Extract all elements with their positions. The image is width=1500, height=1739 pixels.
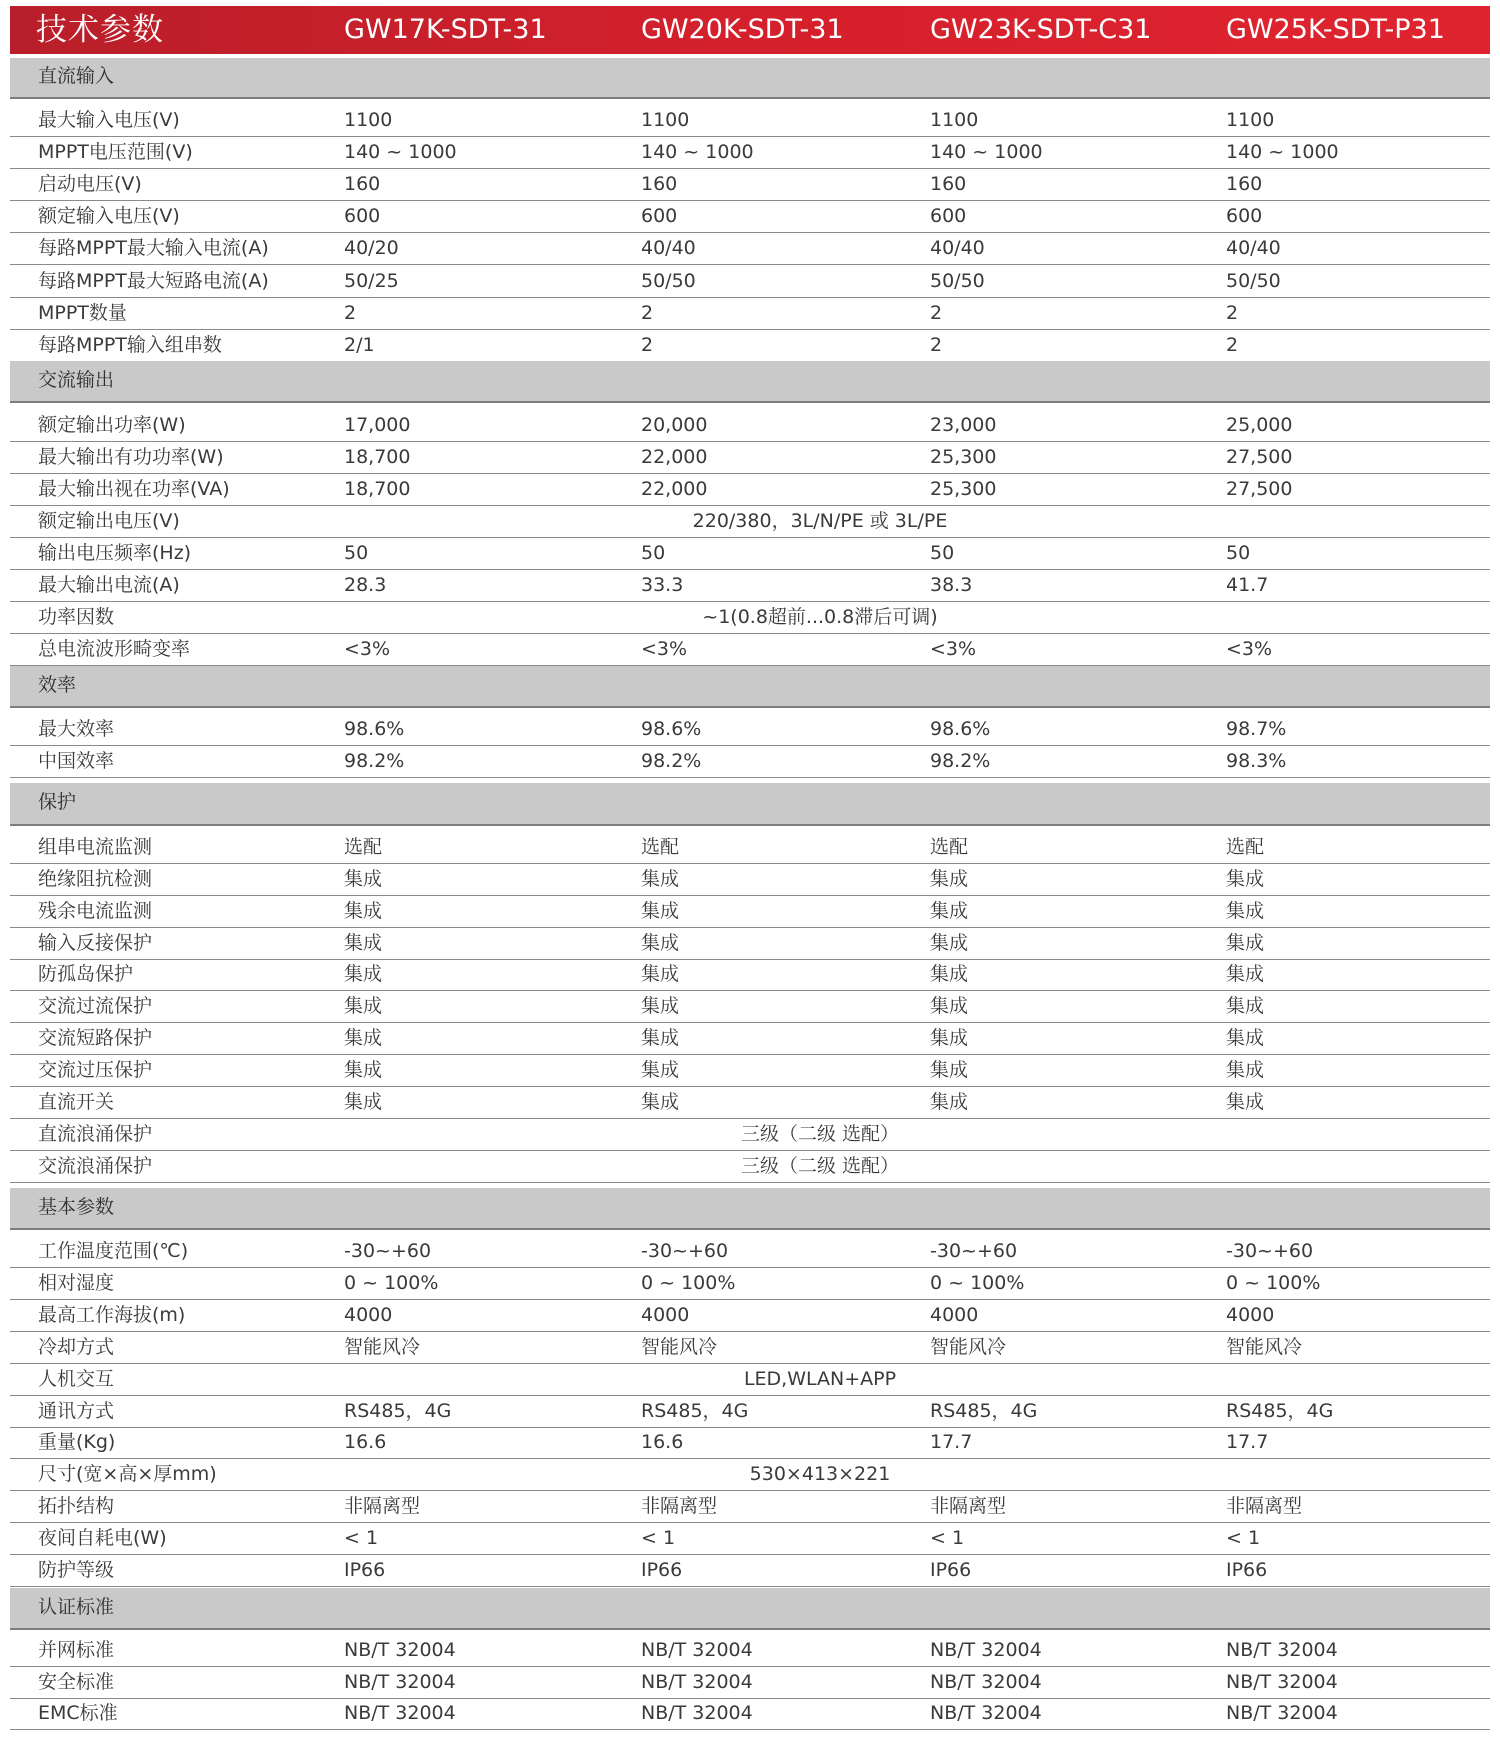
merged-value: 220/380，3L/N/PE 或 3L/PE	[692, 509, 948, 532]
row-value-model-2: 集成	[641, 995, 680, 1018]
table-row	[10, 1459, 1490, 1491]
row-value-model-3: 2	[930, 333, 943, 356]
row-value-model-1: 98.2%	[344, 749, 405, 772]
merged-value: LED,WLAN+APP	[743, 1367, 897, 1390]
row-value-model-3: 140 ~ 1000	[930, 141, 1043, 164]
row-value-model-4: 2	[1226, 333, 1239, 356]
row-value-model-4: 4000	[1226, 1303, 1275, 1326]
table-row	[10, 1268, 1490, 1300]
row-value-model-2: NB/T 32004	[641, 1670, 753, 1693]
row-label: 直流开关	[38, 1090, 115, 1113]
row-value-model-1: IP66	[344, 1559, 386, 1581]
row-value-model-2: 140 ~ 1000	[641, 141, 754, 164]
row-value-model-4: NB/T 32004	[1226, 1670, 1338, 1693]
row-value-model-1: 集成	[344, 1059, 383, 1081]
row-value-model-3: 4000	[930, 1303, 979, 1326]
table-row	[10, 506, 1490, 538]
table-row	[10, 1236, 1490, 1268]
row-value-model-4: NB/T 32004	[1226, 1702, 1338, 1724]
row-value-model-4: 27,500	[1226, 477, 1293, 500]
row-label: 每路MPPT输入组串数	[38, 333, 222, 356]
row-label: 通讯方式	[38, 1399, 115, 1422]
section-title: 基本参数	[38, 1196, 115, 1218]
table-row	[10, 298, 1490, 330]
table-row	[10, 1396, 1490, 1428]
model-column-4: GW25K-SDT-P31	[1226, 14, 1445, 45]
row-value-model-3: 选配	[930, 836, 969, 858]
section-title: 认证标准	[38, 1596, 115, 1618]
row-value-model-2: 集成	[641, 1059, 680, 1081]
table-row	[10, 602, 1490, 634]
row-value-model-1: 2	[344, 301, 357, 324]
row-value-model-1: 1100	[344, 109, 393, 131]
row-value-model-2: 智能风冷	[641, 1335, 718, 1358]
table-row	[10, 864, 1490, 896]
table-row	[10, 442, 1490, 474]
row-value-model-2: 集成	[641, 899, 680, 922]
row-value-model-1: 智能风冷	[344, 1335, 421, 1358]
row-value-model-3: 98.2%	[930, 749, 991, 772]
row-value-model-3: < 1	[930, 1527, 965, 1550]
row-label: 残余电流监测	[38, 899, 153, 922]
section-header	[10, 783, 1490, 826]
row-value-model-1: 17,000	[344, 414, 411, 436]
row-value-model-4: 25,000	[1226, 414, 1293, 436]
section-title: 直流输入	[38, 65, 115, 87]
model-column-1: GW17K-SDT-31	[344, 14, 547, 45]
row-value-model-2: 98.6%	[641, 718, 702, 740]
row-value-model-1: 160	[344, 173, 381, 196]
row-value-model-3: 集成	[930, 1090, 969, 1113]
row-value-model-4: 0 ~ 100%	[1226, 1271, 1321, 1294]
row-value-model-1: < 1	[344, 1527, 379, 1550]
row-value-model-2: 50	[641, 541, 666, 564]
row-value-model-3: RS485，4G	[930, 1399, 1038, 1422]
row-value-model-4: 选配	[1226, 836, 1265, 858]
row-value-model-2: 集成	[641, 963, 680, 986]
row-value-model-3: NB/T 32004	[930, 1639, 1042, 1661]
row-label: 绝缘阻抗检测	[38, 867, 153, 890]
row-value-model-1: 集成	[344, 963, 383, 986]
row-label: 输出电压频率(Hz)	[38, 541, 192, 564]
table-row	[10, 634, 1490, 666]
row-label: 交流过流保护	[38, 995, 153, 1018]
row-value-model-4: 98.3%	[1226, 749, 1287, 772]
table-row	[10, 410, 1490, 442]
row-value-model-1: 集成	[344, 899, 383, 922]
table-row	[10, 474, 1490, 506]
row-value-model-2: 22,000	[641, 477, 708, 500]
row-value-model-3: 40/40	[930, 237, 985, 260]
row-value-model-4: 50	[1226, 541, 1251, 564]
row-label: 总电流波形畸变率	[38, 637, 191, 660]
row-value-model-4: 集成	[1226, 1090, 1265, 1113]
table-row	[10, 1151, 1490, 1183]
row-value-model-4: 2	[1226, 301, 1239, 324]
row-value-model-1: NB/T 32004	[344, 1639, 456, 1661]
row-label: 拓扑结构	[38, 1495, 115, 1518]
row-value-model-2: 选配	[641, 836, 680, 858]
table-row	[10, 330, 1490, 362]
row-value-model-1: 2/1	[344, 333, 375, 356]
row-value-model-4: 集成	[1226, 1059, 1265, 1081]
table-row	[10, 1555, 1490, 1587]
table-row	[10, 1300, 1490, 1332]
row-value-model-3: <3%	[930, 637, 977, 660]
row-label: 输入反接保护	[38, 931, 153, 954]
row-value-model-3: 1100	[930, 109, 979, 131]
section-header	[10, 1188, 1490, 1230]
table-row	[10, 714, 1490, 746]
model-column-2: GW20K-SDT-31	[641, 14, 844, 45]
row-value-model-2: IP66	[641, 1559, 683, 1581]
row-value-model-4: <3%	[1226, 637, 1273, 660]
row-value-model-2: 4000	[641, 1303, 690, 1326]
row-label: 直流浪涌保护	[38, 1122, 153, 1145]
table-row	[10, 266, 1490, 298]
row-value-model-3: 集成	[930, 963, 969, 986]
row-value-model-3: 2	[930, 301, 943, 324]
row-value-model-4: 27,500	[1226, 445, 1293, 468]
row-value-model-3: 50	[930, 541, 955, 564]
row-value-model-4: RS485，4G	[1226, 1399, 1334, 1422]
row-value-model-2: 20,000	[641, 414, 708, 436]
table-row	[10, 105, 1490, 137]
table-row	[10, 896, 1490, 928]
row-value-model-1: -30~+60	[344, 1240, 432, 1262]
table-row	[10, 538, 1490, 570]
row-value-model-2: 40/40	[641, 237, 696, 260]
row-value-model-2: 1100	[641, 109, 690, 131]
row-value-model-2: 22,000	[641, 445, 708, 468]
row-value-model-3: 17.7	[930, 1431, 973, 1454]
table-row	[10, 832, 1490, 864]
table-row	[10, 1087, 1490, 1119]
row-value-model-3: NB/T 32004	[930, 1702, 1042, 1724]
section-header	[10, 58, 1490, 99]
row-value-model-1: 16.6	[344, 1431, 387, 1454]
row-value-model-2: RS485，4G	[641, 1399, 749, 1422]
row-value-model-3: 23,000	[930, 414, 997, 436]
row-value-model-4: 160	[1226, 173, 1263, 196]
table-row	[10, 1119, 1490, 1151]
row-value-model-4: 17.7	[1226, 1431, 1269, 1454]
row-value-model-3: 38.3	[930, 573, 973, 596]
row-value-model-1: NB/T 32004	[344, 1702, 456, 1724]
row-label: 相对湿度	[38, 1271, 115, 1294]
table-row	[10, 169, 1490, 201]
row-value-model-3: 0 ~ 100%	[930, 1271, 1025, 1294]
table-row	[10, 1635, 1490, 1667]
row-value-model-2: < 1	[641, 1527, 676, 1550]
row-value-model-4: 集成	[1226, 1027, 1265, 1050]
row-label: 额定输入电压(V)	[38, 205, 180, 228]
row-value-model-3: 50/50	[930, 269, 985, 292]
row-value-model-1: 集成	[344, 1090, 383, 1113]
row-label: 并网标准	[38, 1639, 115, 1661]
merged-value: 三级（二级 选配）	[740, 1154, 900, 1177]
merged-value: ~1(0.8超前...0.8滞后可调)	[702, 605, 938, 628]
row-value-model-1: 18,700	[344, 477, 411, 500]
table-row	[10, 1427, 1490, 1459]
row-label: 组串电流监测	[38, 836, 153, 858]
table-row	[10, 1667, 1490, 1699]
section-header	[10, 361, 1490, 403]
row-value-model-4: 集成	[1226, 867, 1265, 890]
row-label: 启动电压(V)	[38, 173, 142, 196]
row-value-model-2: 33.3	[641, 573, 684, 596]
row-value-model-1: 集成	[344, 995, 383, 1018]
row-value-model-3: 集成	[930, 931, 969, 954]
row-value-model-1: 0 ~ 100%	[344, 1271, 439, 1294]
row-label: 交流过压保护	[38, 1059, 153, 1081]
row-label: 冷却方式	[38, 1335, 115, 1358]
row-value-model-2: -30~+60	[641, 1240, 729, 1262]
table-row	[10, 746, 1490, 778]
row-value-model-3: 98.6%	[930, 718, 991, 740]
row-value-model-4: 集成	[1226, 995, 1265, 1018]
row-value-model-3: 集成	[930, 1027, 969, 1050]
row-value-model-3: 160	[930, 173, 967, 196]
row-value-model-4: 智能风冷	[1226, 1335, 1303, 1358]
row-value-model-2: 2	[641, 301, 654, 324]
row-value-model-3: 600	[930, 205, 967, 228]
row-value-model-3: 25,300	[930, 477, 997, 500]
row-label: 夜间自耗电(W)	[38, 1527, 167, 1550]
row-value-model-3: 智能风冷	[930, 1335, 1007, 1358]
row-value-model-4: 41.7	[1226, 573, 1269, 596]
table-row	[10, 233, 1490, 265]
row-label: 交流浪涌保护	[38, 1154, 153, 1177]
row-value-model-2: 50/50	[641, 269, 696, 292]
row-value-model-4: 集成	[1226, 931, 1265, 954]
row-value-model-4: NB/T 32004	[1226, 1639, 1338, 1661]
merged-value: 三级（二级 选配）	[740, 1122, 900, 1145]
table-row	[10, 570, 1490, 602]
row-value-model-2: NB/T 32004	[641, 1639, 753, 1661]
row-value-model-4: 集成	[1226, 963, 1265, 986]
row-label: 额定输出功率(W)	[38, 414, 186, 436]
row-value-model-3: 集成	[930, 995, 969, 1018]
row-value-model-1: 集成	[344, 1027, 383, 1050]
row-value-model-3: 25,300	[930, 445, 997, 468]
row-label: 人机交互	[38, 1367, 115, 1390]
row-value-model-4: 非隔离型	[1226, 1495, 1303, 1518]
row-label: 功率因数	[38, 605, 115, 628]
row-label: 安全标准	[38, 1670, 115, 1693]
row-value-model-2: 0 ~ 100%	[641, 1271, 736, 1294]
row-value-model-1: 98.6%	[344, 718, 405, 740]
table-row	[10, 928, 1490, 960]
row-label: 交流短路保护	[38, 1027, 153, 1050]
row-value-model-2: 98.2%	[641, 749, 702, 772]
table-row	[10, 1491, 1490, 1523]
row-value-model-1: 40/20	[344, 237, 399, 260]
table-header	[10, 6, 1490, 54]
row-value-model-2: <3%	[641, 637, 688, 660]
row-value-model-2: 集成	[641, 1090, 680, 1113]
row-label: MPPT数量	[38, 301, 127, 324]
row-value-model-3: 集成	[930, 899, 969, 922]
row-value-model-4: 600	[1226, 205, 1263, 228]
row-value-model-4: 集成	[1226, 899, 1265, 922]
row-value-model-2: NB/T 32004	[641, 1702, 753, 1724]
row-label: 最大输入电压(V)	[38, 109, 180, 131]
table-row	[10, 991, 1490, 1023]
row-value-model-1: 600	[344, 205, 381, 228]
row-value-model-1: 50/25	[344, 269, 399, 292]
row-value-model-1: 4000	[344, 1303, 393, 1326]
table-title: 技术参数	[36, 12, 164, 48]
row-label: 工作温度范围(℃)	[38, 1240, 189, 1262]
row-value-model-1: 集成	[344, 867, 383, 890]
row-label: 重量(Kg)	[38, 1431, 116, 1454]
row-value-model-4: 1100	[1226, 109, 1275, 131]
row-value-model-3: 集成	[930, 1059, 969, 1081]
row-value-model-2: 集成	[641, 1027, 680, 1050]
section-title: 效率	[38, 674, 77, 696]
row-label: 尺寸(宽×高×厚mm)	[38, 1463, 217, 1486]
row-value-model-1: RS485，4G	[344, 1399, 452, 1422]
row-value-model-1: 28.3	[344, 573, 387, 596]
table-row	[10, 1055, 1490, 1087]
row-label: 最大效率	[38, 718, 115, 740]
row-value-model-1: 18,700	[344, 445, 411, 468]
row-label: 额定输出电压(V)	[38, 509, 180, 532]
row-value-model-2: 非隔离型	[641, 1495, 718, 1518]
table-row	[10, 1364, 1490, 1396]
row-label: 最大输出电流(A)	[38, 573, 180, 596]
row-value-model-2: 集成	[641, 867, 680, 890]
row-label: 最高工作海拔(m)	[38, 1303, 186, 1326]
row-value-model-2: 160	[641, 173, 678, 196]
row-value-model-1: NB/T 32004	[344, 1670, 456, 1693]
table-row	[10, 1332, 1490, 1364]
row-value-model-4: -30~+60	[1226, 1240, 1314, 1262]
row-value-model-1: 集成	[344, 931, 383, 954]
row-value-model-4: IP66	[1226, 1559, 1268, 1581]
row-value-model-1: 140 ~ 1000	[344, 141, 457, 164]
row-value-model-4: 98.7%	[1226, 718, 1287, 740]
row-value-model-1: 50	[344, 541, 369, 564]
row-value-model-3: 集成	[930, 867, 969, 890]
model-column-3: GW23K-SDT-C31	[930, 14, 1152, 45]
row-value-model-1: 选配	[344, 836, 383, 858]
merged-value: 530×413×221	[749, 1463, 891, 1486]
section-header	[10, 666, 1490, 708]
section-header	[10, 1588, 1490, 1630]
row-label: 最大输出有功功率(W)	[38, 445, 224, 468]
row-value-model-3: NB/T 32004	[930, 1670, 1042, 1693]
row-value-model-2: 集成	[641, 931, 680, 954]
row-label: 每路MPPT最大输入电流(A)	[38, 237, 269, 260]
section-title: 交流输出	[38, 369, 115, 391]
row-value-model-3: 非隔离型	[930, 1495, 1007, 1518]
row-label: MPPT电压范围(V)	[38, 141, 193, 164]
row-label: 最大输出视在功率(VA)	[38, 477, 230, 500]
row-value-model-2: 600	[641, 205, 678, 228]
row-label: 防护等级	[38, 1559, 115, 1581]
row-value-model-4: 40/40	[1226, 237, 1281, 260]
row-value-model-4: 140 ~ 1000	[1226, 141, 1339, 164]
table-row	[10, 201, 1490, 233]
row-value-model-3: IP66	[930, 1559, 972, 1581]
row-label: 每路MPPT最大短路电流(A)	[38, 269, 269, 292]
row-label: EMC标准	[38, 1702, 118, 1724]
table-row	[10, 1698, 1490, 1730]
row-value-model-1: 非隔离型	[344, 1495, 421, 1518]
section-title: 保护	[38, 791, 77, 813]
row-label: 防孤岛保护	[38, 963, 134, 986]
row-value-model-4: 50/50	[1226, 269, 1281, 292]
table-row	[10, 959, 1490, 991]
row-value-model-2: 2	[641, 333, 654, 356]
row-value-model-4: < 1	[1226, 1527, 1261, 1550]
row-value-model-3: -30~+60	[930, 1240, 1018, 1262]
table-row	[10, 137, 1490, 169]
row-value-model-1: <3%	[344, 637, 391, 660]
row-value-model-2: 16.6	[641, 1431, 684, 1454]
row-label: 中国效率	[38, 749, 115, 772]
table-row	[10, 1523, 1490, 1555]
table-row	[10, 1023, 1490, 1055]
